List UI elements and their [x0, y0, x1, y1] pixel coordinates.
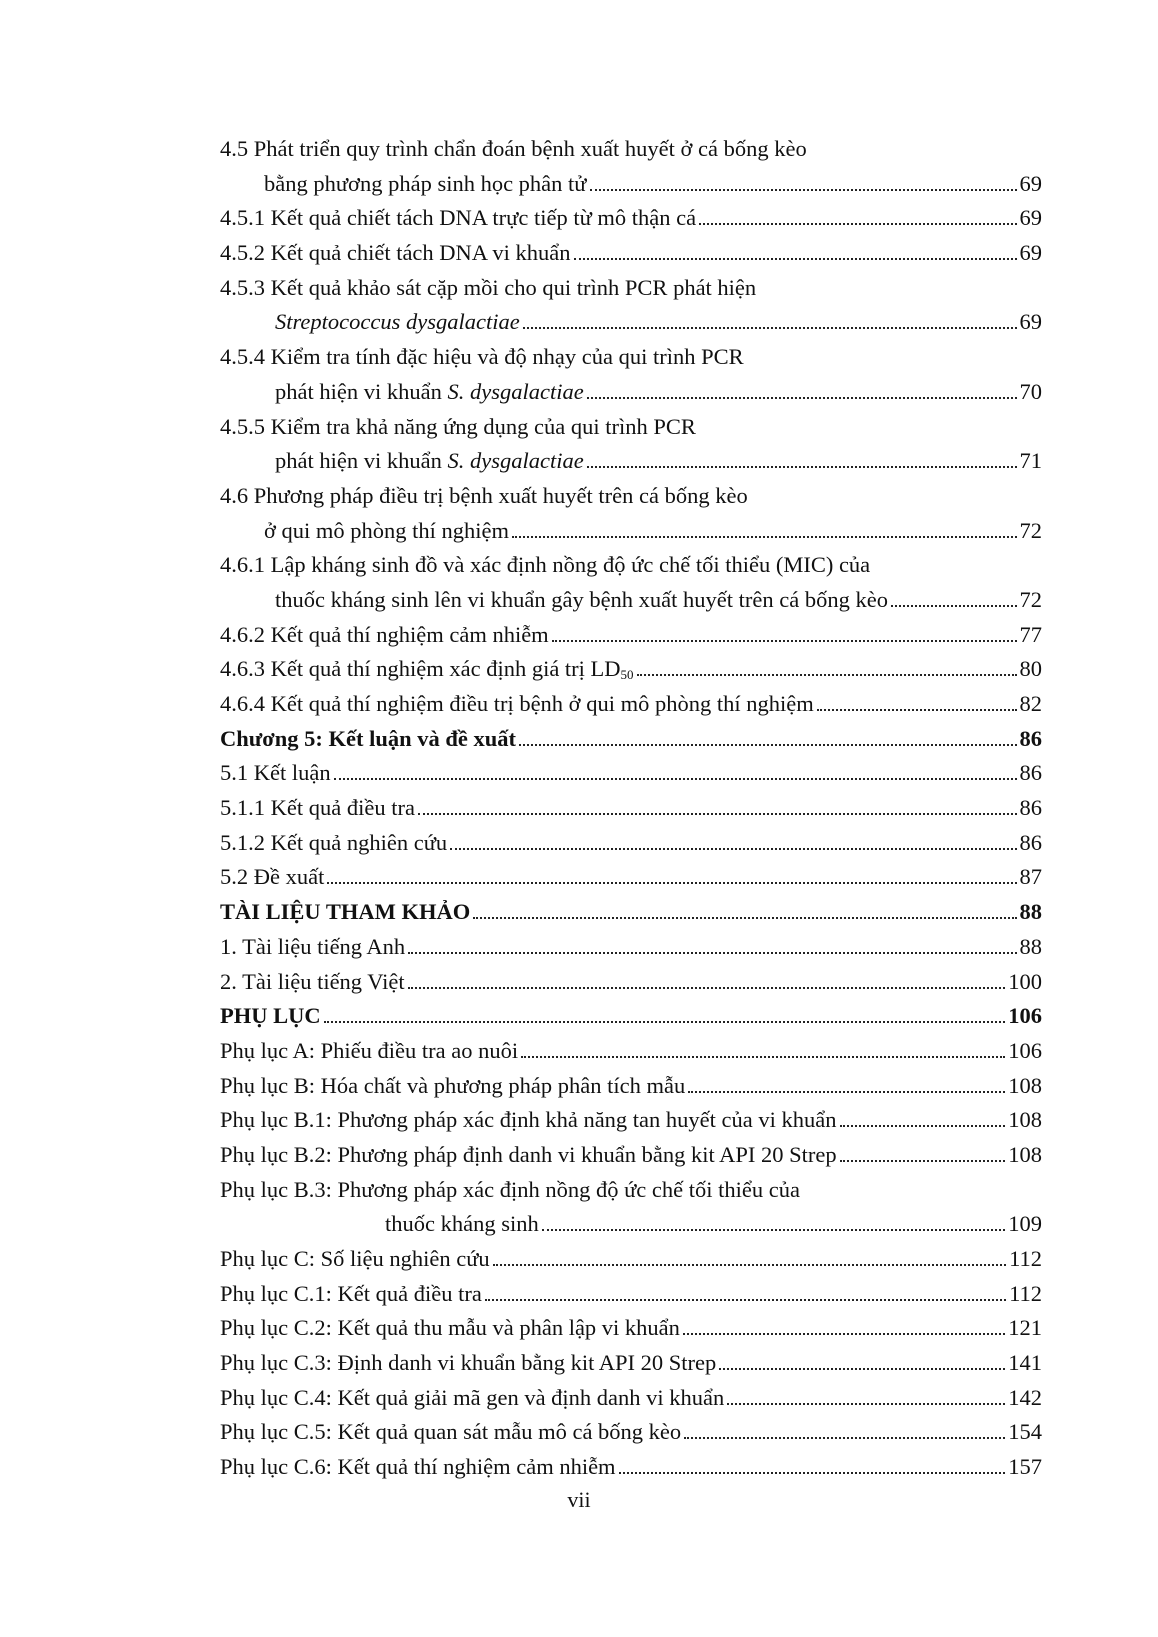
toc-entry[interactable] [220, 240, 1042, 275]
dot-leader [552, 640, 1017, 642]
toc-entry-text: bằng phương pháp sinh học phân tử [264, 170, 587, 196]
toc-entry-text: PHỤ LỤC [220, 1003, 321, 1029]
toc-entry-title [385, 1211, 539, 1237]
dot-leader [521, 1056, 1005, 1058]
toc-page-number: 80 [1019, 656, 1042, 682]
dot-leader [542, 1229, 1006, 1231]
dot-leader [587, 397, 1017, 399]
toc-page-number: 100 [1008, 968, 1042, 994]
toc-entry[interactable] [220, 1038, 1042, 1073]
toc-entry-species: S. dysgalactiae [447, 378, 584, 404]
toc-entry-species: Streptococcus dysgalactiae [275, 309, 520, 335]
toc-entry-text: Phụ lục B.2: Phương pháp định danh vi khuẩn bằng kit API 20 Strep [220, 1141, 837, 1167]
toc-entry[interactable] [220, 171, 1042, 206]
dot-leader [512, 536, 1016, 538]
dot-leader [637, 674, 1017, 676]
toc-page-number: 109 [1008, 1211, 1042, 1237]
toc-entry[interactable] [220, 656, 1042, 691]
toc-page-number: 87 [1019, 864, 1042, 890]
toc-entry-text: 1. Tài liệu tiếng Anh [220, 933, 406, 959]
toc-entry[interactable] [220, 934, 1042, 969]
toc-entry-title [220, 1454, 616, 1480]
toc-page-number: 70 [1019, 378, 1042, 404]
toc-entry[interactable] [220, 414, 1042, 449]
toc-entry-text: 4.6.3 Kết quả thí nghiệm xác định giá trị LD [220, 656, 621, 682]
toc-entry[interactable] [220, 205, 1042, 240]
toc-entry-title [220, 864, 324, 890]
dot-leader [727, 1403, 1005, 1405]
toc-page-number: 88 [1019, 899, 1042, 925]
toc-entry-text: 4.6.1 Lập kháng sinh đồ và xác định nồng độ ức chế tối thiểu (MIC) của [220, 552, 871, 578]
toc-entry[interactable] [220, 795, 1042, 830]
toc-entry[interactable] [220, 1419, 1042, 1454]
toc-entry-text: Phụ lục B.3: Phương pháp xác định nồng độ ức chế tối thiểu của [220, 1176, 800, 1202]
toc-entry[interactable] [220, 309, 1042, 344]
dot-leader [523, 327, 1017, 329]
toc-entry[interactable] [220, 1246, 1042, 1281]
dot-leader [840, 1125, 1006, 1127]
toc-entry-title [220, 726, 516, 752]
dot-leader [688, 1091, 1005, 1093]
dot-leader [684, 1437, 1005, 1439]
toc-entry[interactable] [220, 518, 1042, 553]
toc-page-number: 69 [1019, 205, 1042, 231]
toc-entry-title [275, 587, 888, 613]
toc-entry[interactable] [220, 1211, 1042, 1246]
dot-leader [408, 952, 1016, 954]
toc-entry[interactable] [220, 552, 1042, 587]
toc-entry-title [275, 379, 584, 405]
toc-page-number: 88 [1019, 933, 1042, 959]
toc-entry-title [220, 1003, 321, 1029]
toc-entry-text: Phụ lục B: Hóa chất và phương pháp phân tích mẫu [220, 1072, 686, 1098]
toc-entry[interactable] [220, 1385, 1042, 1420]
dot-leader [519, 744, 1017, 746]
toc-entry-title [220, 552, 870, 578]
toc-entry-title [220, 622, 549, 648]
toc-entry-title [220, 344, 744, 370]
dot-leader [418, 813, 1017, 815]
toc-entry-title [220, 691, 814, 717]
toc-entry-title [220, 483, 748, 509]
toc-entry[interactable] [220, 1003, 1042, 1038]
toc-entry-text: 4.5.1 Kết quả chiết tách DNA trực tiếp từ mô thận cá [220, 205, 697, 231]
toc-entry-title [220, 1038, 518, 1064]
toc-page-number: 86 [1019, 795, 1042, 821]
toc-entry-text: Chương 5: Kết luận và đề xuất [220, 725, 516, 751]
toc-page-number: 154 [1008, 1419, 1042, 1445]
toc-entry[interactable] [220, 344, 1042, 379]
toc-entry-text: 4.6.4 Kết quả thí nghiệm điều trị bệnh ở qui mô phòng thí nghiệm [220, 691, 814, 716]
toc-entry[interactable] [220, 483, 1042, 518]
toc-page-number: 142 [1008, 1384, 1042, 1410]
toc-entry[interactable] [220, 1454, 1042, 1489]
toc-entry-text: 4.5 Phát triển quy trình chẩn đoán bệnh xuất huyết ở cá bống kèo [220, 136, 807, 161]
toc-entry-title [220, 1385, 724, 1411]
toc-entry-title [220, 414, 696, 440]
toc-entry[interactable] [220, 1177, 1042, 1212]
toc-entry-text: thuốc kháng sinh [385, 1211, 539, 1237]
toc-entry-title [220, 275, 756, 301]
dot-leader [817, 709, 1017, 711]
toc-entry[interactable] [220, 1107, 1042, 1142]
toc-entry-text: 4.5.4 Kiểm tra tính đặc hiệu và độ nhạy của qui trình PCR [220, 344, 744, 370]
toc-page-number: 157 [1008, 1454, 1042, 1480]
toc-entry-text: 5.1.2 Kết quả nghiên cứu [220, 829, 448, 855]
toc-page-number: 69 [1019, 240, 1042, 266]
toc-page-number: 108 [1008, 1107, 1042, 1133]
toc-entry[interactable] [220, 760, 1042, 795]
toc-entry-text: thuốc kháng sinh lên vi khuẩn gây bệnh xuất huyết trên cá bống kèo [275, 586, 888, 612]
toc-entry-text: Phụ lục C: Số liệu nghiên cứu [220, 1246, 490, 1271]
toc-page-number: 106 [1008, 1037, 1042, 1063]
dot-leader [334, 778, 1017, 780]
toc-entry-title [264, 171, 587, 197]
toc-entry-subscript: 50 [620, 667, 634, 683]
toc-entry-text: 4.6 Phương pháp điều trị bệnh xuất huyết trên cá bống kèo [220, 482, 748, 508]
toc-entry-title [220, 795, 415, 821]
toc-entry-title [220, 1107, 837, 1133]
dot-leader [324, 1021, 1006, 1023]
toc-entry-title [275, 309, 520, 335]
toc-entry-title [220, 1246, 490, 1272]
toc-entry-text: phát hiện vi khuẩn [275, 448, 448, 474]
toc-entry-text: 4.6.2 Kết quả thí nghiệm cảm nhiễm [220, 621, 549, 647]
toc-entry[interactable] [220, 1350, 1042, 1385]
toc-entry-title [220, 1073, 685, 1099]
toc-page-number: 71 [1019, 448, 1042, 474]
toc-entry-title [220, 1350, 716, 1376]
dot-leader [408, 987, 1006, 989]
toc-page-number: 86 [1019, 760, 1042, 786]
toc-entry-text: Phụ lục C.2: Kết quả thu mẫu và phân lập vi khuẩn [220, 1315, 680, 1341]
toc-entry-text: 4.5.5 Kiểm tra khả năng ứng dụng của qui trình PCR [220, 413, 696, 439]
toc-entry[interactable] [220, 1142, 1042, 1177]
toc-entry-text: Phụ lục A: Phiếu điều tra ao nuôi [220, 1037, 519, 1063]
toc-page-number: 108 [1008, 1072, 1042, 1098]
toc-page-number: 112 [1009, 1246, 1042, 1271]
toc-entry-title [220, 1281, 482, 1307]
toc-entry-title [220, 899, 470, 925]
toc-entry-species: S. dysgalactiae [447, 448, 584, 474]
toc-entry-text: Phụ lục C.6: Kết quả thí nghiệm cảm nhiễm [220, 1454, 616, 1480]
toc-entry-text: 2. Tài liệu tiếng Việt [220, 968, 405, 994]
toc-entry[interactable] [220, 899, 1042, 934]
dot-leader [574, 258, 1017, 260]
toc-entry-title [220, 934, 405, 960]
toc-entry[interactable] [220, 587, 1042, 622]
toc-entry[interactable] [220, 379, 1042, 414]
toc-entry-title [220, 1142, 837, 1168]
table-of-contents [220, 136, 1042, 1489]
toc-page-number: 141 [1008, 1350, 1042, 1376]
toc-entry[interactable] [220, 448, 1042, 483]
toc-entry-text: 5.1 Kết luận [220, 760, 331, 786]
dot-leader [327, 882, 1016, 884]
toc-page-number: 121 [1008, 1315, 1042, 1341]
toc-page-number: 86 [1019, 725, 1042, 751]
toc-entry[interactable] [220, 275, 1042, 310]
toc-entry-text: 5.1.1 Kết quả điều tra [220, 795, 415, 821]
toc-entry-text: 5.2 Đề xuất [220, 864, 325, 890]
toc-entry-title [220, 1315, 680, 1341]
dot-leader [590, 189, 1017, 191]
toc-entry[interactable] [220, 830, 1042, 865]
toc-entry-text: Phụ lục C.4: Kết quả giải mã gen và định danh vi khuẩn [220, 1384, 725, 1410]
toc-entry[interactable] [220, 1281, 1042, 1316]
toc-entry-title [220, 830, 447, 856]
toc-entry-text: 4.5.3 Kết quả khảo sát cặp mồi cho qui trình PCR phát hiện [220, 274, 757, 300]
toc-entry-title [220, 656, 634, 682]
dot-leader [619, 1472, 1006, 1474]
page-number: vii [567, 1487, 591, 1512]
toc-page-number: 77 [1019, 621, 1042, 647]
toc-entry-title [220, 1419, 681, 1445]
toc-entry-title [220, 1177, 800, 1203]
toc-page-number: 106 [1008, 1003, 1042, 1029]
toc-entry[interactable] [220, 622, 1042, 657]
toc-page-number: 69 [1019, 170, 1042, 196]
toc-entry-text: ở qui mô phòng thí nghiệm [264, 517, 510, 543]
dot-leader [587, 466, 1017, 468]
toc-entry[interactable] [220, 726, 1042, 761]
dot-leader [719, 1368, 1005, 1370]
toc-entry-title [220, 205, 696, 231]
toc-entry-text: Phụ lục C.3: Định danh vi khuẩn bằng kit API 20 Strep [220, 1350, 717, 1376]
toc-page-number: 72 [1019, 517, 1042, 543]
dot-leader [840, 1160, 1006, 1162]
toc-entry[interactable] [220, 691, 1042, 726]
toc-entry-text: phát hiện vi khuẩn [275, 378, 448, 404]
toc-page-number: 108 [1008, 1141, 1042, 1167]
dot-leader [473, 917, 1016, 919]
toc-entry[interactable] [220, 1073, 1042, 1108]
toc-entry[interactable] [220, 969, 1042, 1004]
dot-leader [683, 1333, 1005, 1335]
dot-leader [485, 1299, 1006, 1301]
toc-page-number: 82 [1019, 691, 1042, 716]
toc-entry-title [220, 136, 807, 162]
dot-leader [699, 223, 1016, 225]
toc-entry-text: TÀI LIỆU THAM KHẢO [220, 899, 471, 925]
toc-entry-text: 4.5.2 Kết quả chiết tách DNA vi khuẩn [220, 240, 571, 266]
toc-entry-title [220, 240, 571, 266]
toc-entry[interactable] [220, 136, 1042, 171]
toc-entry-title [264, 518, 509, 544]
toc-page-number: 112 [1009, 1280, 1042, 1306]
dot-leader [450, 848, 1016, 850]
toc-page-number: 86 [1019, 829, 1042, 855]
toc-entry-text: Phụ lục C.5: Kết quả quan sát mẫu mô cá bống kèo [220, 1419, 682, 1445]
toc-page-number: 69 [1019, 309, 1042, 335]
toc-entry[interactable] [220, 864, 1042, 899]
toc-entry-title [220, 969, 405, 995]
toc-entry-title [275, 448, 584, 474]
dot-leader [493, 1264, 1006, 1266]
toc-entry[interactable] [220, 1315, 1042, 1350]
toc-entry-text: Phụ lục C.1: Kết quả điều tra [220, 1280, 482, 1306]
toc-entry-title [220, 760, 331, 786]
toc-entry-text: Phụ lục B.1: Phương pháp xác định khả năng tan huyết của vi khuẩn [220, 1107, 837, 1133]
toc-page-number: 72 [1019, 586, 1042, 612]
dot-leader [891, 605, 1017, 607]
